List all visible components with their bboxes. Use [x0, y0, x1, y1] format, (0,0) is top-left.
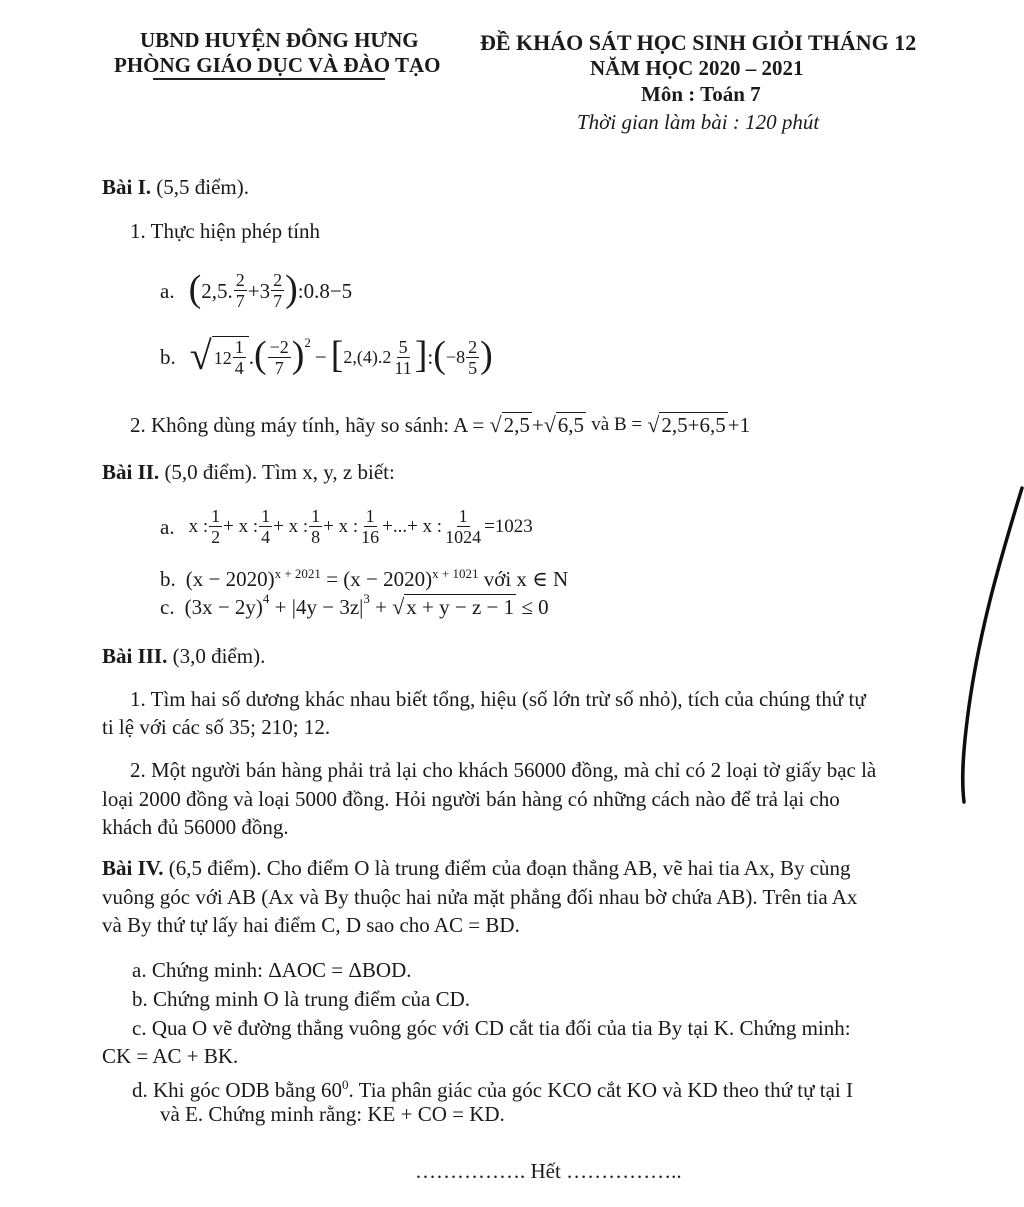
- bai3-q2-line2: loại 2000 đồng và loại 5000 đồng. Hỏi người bán hàng có những cách nào để trả lại cho: [102, 787, 840, 811]
- bai4-c-line1: c. Qua O vẽ đường thẳng vuông góc với CD cắt tia đối của tia By tại K. Chứng minh:: [132, 1016, 851, 1040]
- bai1-b: b. √ 12 $\frac{1}{4}$ . ( $\frac{-2}{7}$ ) 2 − [ 2,(4).2 $\frac{5}{11}$ ] : ( −8 $\frac{2}{5}$ ): [160, 333, 493, 378]
- header-underline: [153, 78, 385, 80]
- bai1-heading: Bài I. (5,5 điểm).: [102, 175, 249, 199]
- bai4-a: a. Chứng minh: ΔAOC = ΔBOD.: [132, 958, 412, 982]
- bai1-q2: 2. Không dùng máy tính, hãy so sánh: A = √2,5 + √6,5 và B = √2,5+6,5 +1: [130, 412, 751, 437]
- bai4-intro-line2: vuông góc với AB (Ax và By thuộc hai nửa mặt phẳng đối nhau bờ chứa AB). Trên tia Ax: [102, 885, 858, 909]
- bai3-q2-line1: 2. Một người bán hàng phải trả lại cho khách 56000 đồng, mà chỉ có 2 loại tờ giấy bạc là: [130, 758, 877, 782]
- bai2-c: c. (3x − 2y) 4 + |4y − 3z| 3 + √x + y − z − 1 ≤ 0: [160, 591, 549, 619]
- bai3-heading: Bài III. (3,0 điểm).: [102, 644, 266, 668]
- header-district: UBND HUYỆN ĐÔNG HƯNG: [140, 28, 419, 52]
- bai1-a: a. ( 2,5. $\frac{2}{7}$ +3 $\frac{2}{7}$ ) :0.8−5: [160, 267, 353, 311]
- bai4-c-line2: CK = AC + BK.: [102, 1044, 239, 1068]
- time-limit: Thời gian làm bài : 120 phút: [577, 110, 820, 134]
- bai3-q1-line1: 1. Tìm hai số dương khác nhau biết tổng, hiệu (số lớn trừ số nhỏ), tích của chúng thứ tự: [130, 687, 866, 711]
- header-department: PHÒNG GIÁO DỤC VÀ ĐÀO TẠO: [114, 53, 441, 77]
- bai4-intro-line1: Bài IV. (6,5 điểm). Cho điểm O là trung điểm của đoạn thẳng AB, vẽ hai tia Ax, By cùng: [102, 856, 851, 880]
- bai1-q1: 1. Thực hiện phép tính: [130, 219, 321, 243]
- bai3-q2-line3: khách đủ 56000 đồng.: [102, 815, 289, 839]
- bai2-a: a. x : $\frac{1}{2}$ + x : $\frac{1}{4}$ + x : $\frac{1}{8}$ + x : $\frac{1}{16}$ +...+ x : $\frac{1}{1024}$ =1023: [160, 506, 533, 547]
- bai2-b: b. $(x - 2020)^{x + 2021} = (x - 2020)^{x + 1021}$ với x ∈ N: [160, 566, 569, 591]
- bai3-q1-line2: ti lệ với các số 35; 210; 12.: [102, 715, 331, 739]
- bai4-d-line1: d. Khi góc ODB bằng $60^0$. Tia phân giác của góc KCO cắt KO và KD theo thứ tự tại I: [132, 1077, 853, 1102]
- subject: Môn : Toán 7: [641, 82, 761, 106]
- end-marker: ……………. Hết ……………..: [415, 1159, 682, 1183]
- bai4-intro-line3: và By thứ tự lấy hai điểm C, D sao cho AC = BD.: [102, 913, 520, 937]
- bai4-b: b. Chứng minh O là trung điểm của CD.: [132, 987, 471, 1011]
- bai2-heading: Bài II. (5,0 điểm). Tìm x, y, z biết:: [102, 460, 395, 484]
- pen-stroke-mark: [940, 480, 1024, 810]
- school-year: NĂM HỌC 2020 – 2021: [590, 56, 804, 80]
- bai4-d-line2: và E. Chứng minh rằng: KE + CO = KD.: [160, 1102, 505, 1126]
- exam-title: ĐỀ KHÁO SÁT HỌC SINH GIỎI THÁNG 12: [480, 30, 917, 55]
